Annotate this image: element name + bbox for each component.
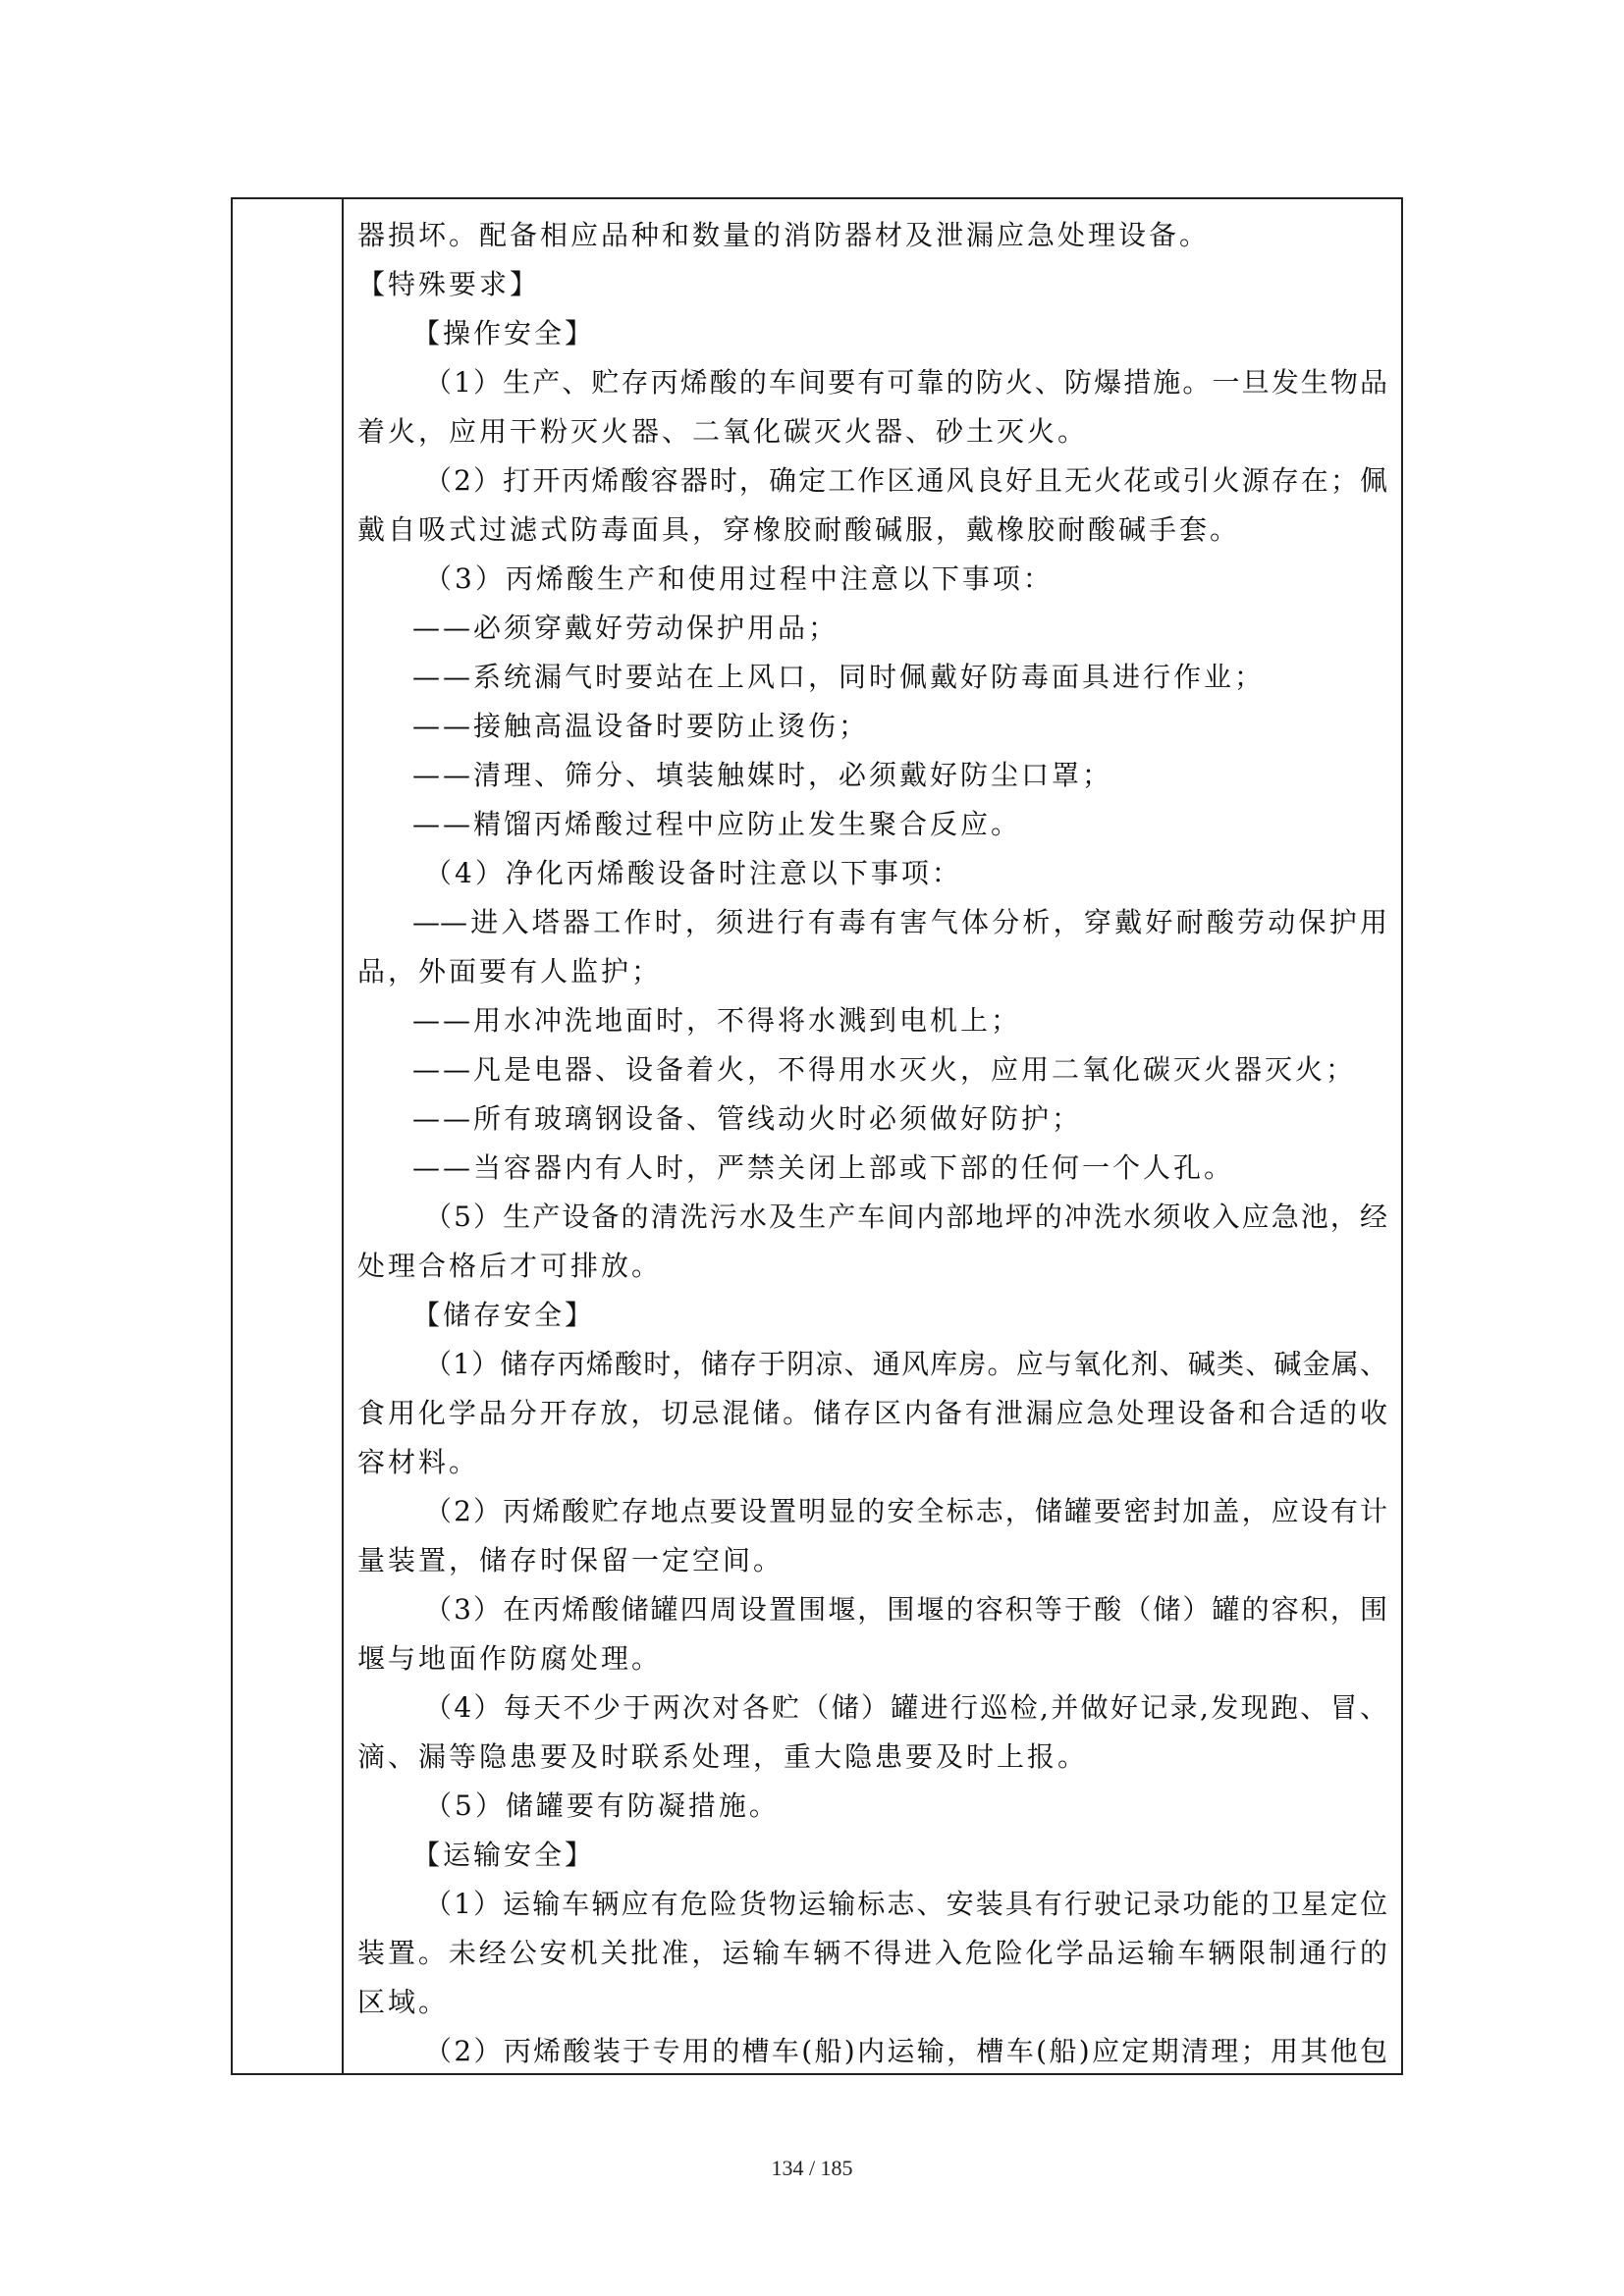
- text-line: 区域。: [357, 1986, 450, 2018]
- text-line: 量装置，储存时保留一定空间。: [357, 1544, 785, 1576]
- text-line: 戴自吸式过滤式防毒面具，穿橡胶耐酸碱服，戴橡胶耐酸碱手套。: [357, 513, 1241, 546]
- text-line: 滴、漏等隐患要及时联系处理，重大隐患要及时上报。: [357, 1740, 1089, 1773]
- list-item: ——系统漏气时要站在上风口，同时佩戴好防毒面具进行作业；: [412, 661, 1266, 693]
- section-heading: 【特殊要求】: [357, 268, 541, 300]
- list-item: ——用水冲洗地面时，不得将水溅到电机上；: [412, 1004, 1022, 1037]
- text-line: （5）储罐要有防凝措施。: [424, 1789, 780, 1822]
- text-line: （1）运输车辆应有危险货物运输标志、安装具有行驶记录功能的卫星定位: [424, 1888, 1387, 1920]
- list-item: ——当容器内有人时，严禁关闭上部或下部的任何一个人孔。: [412, 1151, 1235, 1184]
- table-left-cell: [233, 199, 344, 2073]
- text-line: （3）在丙烯酸储罐四周设置围堰，围堰的容积等于酸（储）罐的容积，围: [424, 1593, 1387, 1626]
- text-line: （5）生产设备的清洗污水及生产车间内部地坪的冲洗水须收入应急池，经: [424, 1201, 1387, 1233]
- text-line: 装置。未经公安机关批准，运输车辆不得进入危险化学品运输车辆限制通行的: [357, 1937, 1387, 1969]
- text-line: 处理合格后才可排放。: [357, 1250, 663, 1282]
- list-item: ——必须穿戴好劳动保护用品；: [412, 612, 839, 644]
- list-item: ——接触高温设备时要防止烫伤；: [412, 710, 870, 742]
- text-line: （1）生产、贮存丙烯酸的车间要有可靠的防火、防爆措施。一旦发生物品: [424, 366, 1387, 399]
- list-item: ——进入塔器工作时，须进行有毒有害气体分析，穿戴好耐酸劳动保护用: [412, 906, 1387, 938]
- list-item: ——所有玻璃钢设备、管线动火时必须做好防护；: [412, 1102, 1083, 1135]
- page-number: 134 / 185: [771, 2156, 853, 2180]
- text-line: （4）净化丙烯酸设备时注意以下事项：: [424, 857, 962, 889]
- text-line: 堰与地面作防腐处理。: [357, 1642, 663, 1675]
- text-line: （2）打开丙烯酸容器时，确定工作区通风良好且无火花或引火源存在；佩: [424, 464, 1387, 497]
- text-line: （4）每天不少于两次对各贮（储）罐进行巡检,并做好记录,发现跑、冒、: [424, 1691, 1387, 1724]
- list-item: ——清理、筛分、填装触媒时，必须戴好防尘口罩；: [412, 759, 1113, 791]
- document-table: [231, 197, 1403, 2075]
- text-line: （1）储存丙烯酸时，储存于阴凉、通风库房。应与氧化剂、碱类、碱金属、: [424, 1348, 1387, 1380]
- subsection-heading: 【运输安全】: [412, 1839, 596, 1871]
- text-line: 容材料。: [357, 1446, 480, 1478]
- text-line: （2）丙烯酸装于专用的槽车(船)内运输，槽车(船)应定期清理；用其他包: [424, 2035, 1387, 2067]
- subsection-heading: 【储存安全】: [412, 1299, 596, 1331]
- text-line: 食用化学品分开存放，切忌混储。储存区内备有泄漏应急处理设备和合适的收: [357, 1397, 1387, 1429]
- list-item: ——凡是电器、设备着火，不得用水灭火，应用二氧化碳灭火器灭火；: [412, 1053, 1357, 1086]
- text-line: 品，外面要有人监护；: [357, 955, 663, 988]
- list-item: ——精馏丙烯酸过程中应防止发生聚合反应。: [412, 808, 1022, 840]
- text-line: （2）丙烯酸贮存地点要设置明显的安全标志，储罐要密封加盖，应设有计: [424, 1495, 1387, 1527]
- subsection-heading: 【操作安全】: [412, 317, 596, 349]
- text-line: 器损坏。配备相应品种和数量的消防器材及泄漏应急处理设备。: [357, 219, 1211, 251]
- text-line: 着火，应用干粉灭火器、二氧化碳灭火器、砂土灭火。: [357, 415, 1089, 448]
- text-line: （3）丙烯酸生产和使用过程中注意以下事项：: [424, 562, 1054, 595]
- table-content-cell: [344, 199, 1401, 2073]
